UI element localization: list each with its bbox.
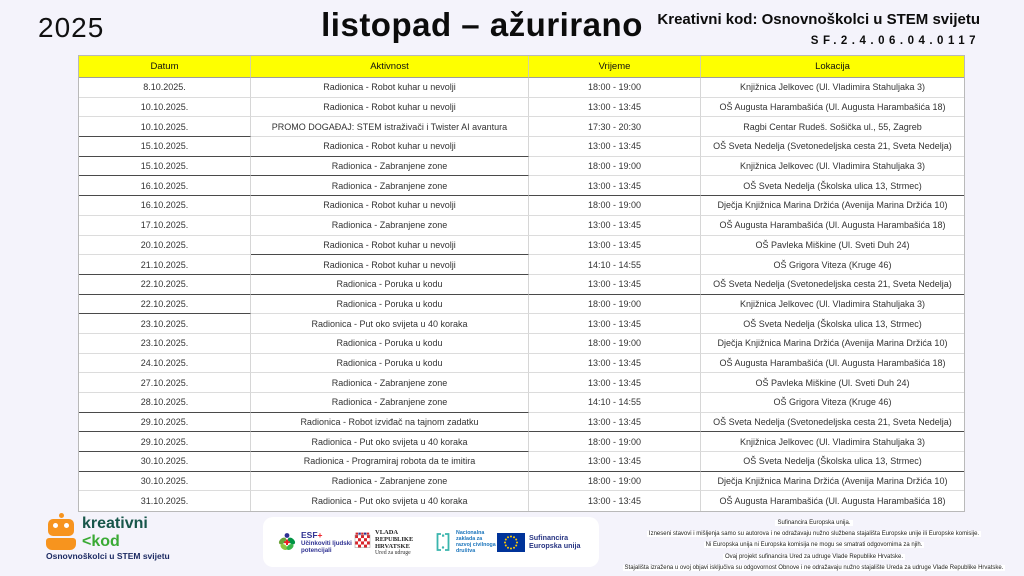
cell-datum: 30.10.2025. [79,472,251,492]
cell-vrijeme: 13:00 - 13:45 [529,413,701,433]
table-row [79,432,964,452]
robot-eye-icon [64,523,69,528]
eu-flag-icon [497,533,525,552]
cell-aktivnost: Radionica - Poruka u kodu [251,275,529,295]
table-row [79,98,964,118]
table-row [79,236,964,256]
esf-logo [277,530,353,554]
cell-lokacija: Dječja Knjižnica Marina Držića (Avenija Marina Držića 10) [701,472,964,492]
robot-eye-icon [53,523,58,528]
column-header-vrijeme: Vrijeme [529,56,701,78]
cell-aktivnost: Radionica - Robot kuhar u nevolji [251,196,529,216]
cell-vrijeme: 17:30 - 20:30 [529,117,701,137]
funding-logos-bar [263,517,599,567]
cell-datum: 21.10.2025. [79,255,251,275]
table-row [79,393,964,413]
cell-datum: 15.10.2025. [79,157,251,177]
disclaimer-line: Ovaj projekt sufinancira Ured za udruge Vlade Republike Hrvatske. [724,553,904,560]
cell-aktivnost: Radionica - Robot izviđač na tajnom zadatku [251,413,529,433]
cell-aktivnost: Radionica - Zabranjene zone [251,216,529,236]
vlada-subtitle: Ured za udruge [375,549,411,556]
cell-aktivnost: Radionica - Robot kuhar u nevolji [251,78,529,98]
cell-vrijeme: 13:00 - 13:45 [529,216,701,236]
cell-aktivnost: PROMO DOGAĐAJ: STEM istraživači i Twister AI avantura [251,117,529,137]
cell-lokacija: Ragbi Centar Rudeš. Sošička ul., 55, Zagreb [701,117,964,137]
table-row [79,314,964,334]
cell-datum: 29.10.2025. [79,432,251,452]
schedule-table [78,55,965,512]
table-row [79,472,964,492]
cell-aktivnost: Radionica - Robot kuhar u nevolji [251,98,529,118]
cell-vrijeme: 13:00 - 13:45 [529,354,701,374]
page-title: listopad – ažurirano [321,6,643,43]
zaklada-label: Nacionalna zaklada za razvoj civilnoga društva [456,530,496,554]
cell-lokacija: Knjižnica Jelkovec (Ul. Vladimira Stahuljaka 3) [701,295,964,315]
robot-icon [46,513,76,550]
cell-datum: 31.10.2025. [79,491,251,511]
eu-label: Sufinancira Europska unija [529,533,581,550]
cell-vrijeme: 13:00 - 13:45 [529,491,701,511]
cell-lokacija: OŠ Grigora Viteza (Kruge 46) [701,393,964,413]
cell-datum: 16.10.2025. [79,176,251,196]
column-header-datum: Datum [79,56,251,78]
cell-vrijeme: 18:00 - 19:00 [529,472,701,492]
cell-lokacija: OŠ Augusta Harambašića (Ul. Augusta Harambašića 18) [701,98,964,118]
table-row [79,373,964,393]
cell-aktivnost: Radionica - Robot kuhar u nevolji [251,137,529,157]
cell-lokacija: OŠ Augusta Harambašića (Ul. Augusta Harambašića 18) [719,496,946,507]
cell-aktivnost: Radionica - Put oko svijeta u 40 koraka [251,314,529,334]
table-row [79,491,964,511]
cell-vrijeme: 14:10 - 14:55 [529,393,701,413]
cell-datum: 27.10.2025. [79,373,251,393]
table-row [79,176,964,196]
table-row [79,196,964,216]
cell-lokacija: Knjižnica Jelkovec (Ul. Vladimira Stahuljaka 3) [701,432,964,452]
cell-lokacija: OŠ Sveta Nedelja (Školska ulica 13, Strmec) [701,452,964,472]
disclaimer-line: Sufinancira Europska unija. [777,520,851,526]
cell-datum: 22.10.2025. [79,295,251,315]
cell-datum: 20.10.2025. [79,236,251,256]
cell-datum: 28.10.2025. [79,393,251,413]
cell-aktivnost: Radionica - Robot kuhar u nevolji [251,236,529,256]
cell-lokacija: Dječja Knjižnica Marina Držića (Avenija Marina Držića 10) [701,196,964,216]
cell-lokacija: OŠ Augusta Harambašića (Ul. Augusta Harambašića 18) [701,216,964,236]
cell-lokacija: Knjižnica Jelkovec (Ul. Vladimira Stahuljaka 3) [701,78,964,98]
table-header-row [79,56,964,78]
cell-vrijeme: 18:00 - 19:00 [529,432,701,452]
robot-antenna-icon [59,513,64,518]
table-row [79,157,964,177]
vlada-logo [354,529,433,556]
cell-datum: 29.10.2025. [79,413,251,433]
project-title: Kreativni kod: Osnovnoškolci u STEM svijetu [657,11,980,28]
disclaimer-line: Stajališta izražena u ovoj objavi isključiva su odgovornost Obnove i ne odražavaju nužno stajalište Ureda za udruge Vlade Republike Hrvatske. [624,564,1004,571]
table-row [79,334,964,354]
cell-vrijeme: 13:00 - 13:45 [529,137,701,157]
cell-aktivnost: Radionica - Poruka u kodu [251,334,529,354]
robot-head-icon [48,519,74,536]
cell-aktivnost: Radionica - Put oko svijeta u 40 koraka [251,432,529,452]
cell-datum: 8.10.2025. [79,78,251,98]
table-row [79,78,964,98]
cell-aktivnost: Radionica - Zabranjene zone [251,373,529,393]
cell-aktivnost: Radionica - Poruka u kodu [251,295,529,315]
column-header-lokacija: Lokacija [701,56,964,78]
cell-vrijeme: 14:10 - 14:55 [529,255,701,275]
cell-datum: 17.10.2025. [79,216,251,236]
cell-vrijeme: 13:00 - 13:45 [529,98,701,118]
table-row [79,413,964,433]
cell-aktivnost: Radionica - Poruka u kodu [251,354,529,374]
cell-datum: 10.10.2025. [79,117,251,137]
table-row [79,354,964,374]
cell-datum: 24.10.2025. [79,354,251,374]
cell-lokacija: OŠ Sveta Nedelja (Svetonedeljska cesta 21, Sveta Nedelja) [701,137,964,157]
year-label: 2025 [38,12,105,43]
esf-plus: + [317,530,323,540]
cell-aktivnost: Radionica - Put oko svijeta u 40 koraka [251,491,529,511]
cell-vrijeme: 13:00 - 13:45 [529,314,701,334]
cell-vrijeme: 18:00 - 19:00 [529,334,701,354]
cell-aktivnost: Radionica - Zabranjene zone [251,472,529,492]
cell-lokacija: OŠ Grigora Viteza (Kruge 46) [701,255,964,275]
cell-lokacija: OŠ Pavleka Miškine (Ul. Sveti Duh 24) [701,236,964,256]
cell-aktivnost: Radionica - Zabranjene zone [251,393,529,413]
disclaimer [606,516,1022,572]
zaklada-logo [434,530,496,554]
brand-subtitle: Osnovnoškolci u STEM svijetu [46,551,170,561]
brand-name-kreativni: kreativni [82,515,148,532]
cell-datum: 10.10.2025. [79,98,251,118]
cell-vrijeme: 18:00 - 19:00 [529,78,701,98]
cell-lokacija: OŠ Sveta Nedelja (Svetonedeljska cesta 21, Sveta Nedelja) [701,275,964,295]
table-row [79,295,964,315]
eu-logo [497,533,585,552]
esf-flower-icon [277,531,297,553]
table-row [79,275,964,295]
cell-lokacija: Knjižnica Jelkovec (Ul. Vladimira Stahuljaka 3) [701,157,964,177]
table-body [79,78,964,511]
table-row [79,117,964,137]
table-row [79,452,964,472]
esf-subtitle: Učinkoviti ljudski potencijali [301,540,352,554]
cell-datum: 23.10.2025. [79,334,251,354]
table-row [79,216,964,236]
column-header-aktivnost: Aktivnost [251,56,529,78]
table-row [79,255,964,275]
brand-name-kod: <kod [82,533,120,550]
cell-aktivnost: Radionica - Robot kuhar u nevolji [251,255,529,275]
cell-lokacija: OŠ Sveta Nedelja (Školska ulica 13, Strmec) [701,314,964,334]
cell-datum: 23.10.2025. [79,314,251,334]
robot-body-icon [46,538,76,550]
cell-vrijeme: 18:00 - 19:00 [529,295,701,315]
cell-aktivnost: Radionica - Zabranjene zone [251,157,529,177]
cell-datum: 22.10.2025. [79,275,251,295]
cell-vrijeme: 18:00 - 19:00 [529,196,701,216]
cell-lokacija: OŠ Pavleka Miškine (Ul. Sveti Duh 24) [701,373,964,393]
croatian-coat-of-arms-icon [354,532,371,552]
cell-datum: 30.10.2025. [79,452,251,472]
cell-vrijeme: 13:00 - 13:45 [529,373,701,393]
cell-lokacija: OŠ Sveta Nedelja (Školska ulica 13, Strmec) [701,176,964,196]
cell-lokacija: Dječja Knjižnica Marina Držića (Avenija Marina Držića 10) [701,334,964,354]
cell-aktivnost: Radionica - Programiraj robota da te imitira [251,452,529,472]
cell-lokacija: OŠ Augusta Harambašića (Ul. Augusta Harambašića 18) [701,354,964,374]
cell-lokacija: OŠ Sveta Nedelja (Svetonedeljska cesta 21, Sveta Nedelja) [701,413,964,433]
table-row [79,137,964,157]
disclaimer-line: Ni Europska unija ni Europska komisija ne mogu se smatrati odgovornima za njih. [705,542,923,549]
cell-vrijeme: 13:00 - 13:45 [529,236,701,256]
project-code: SF.2.4.06.04.0117 [810,35,980,47]
cell-aktivnost: Radionica - Zabranjene zone [251,176,529,196]
cell-vrijeme: 13:00 - 13:45 [529,176,701,196]
disclaimer-line: Izneseni stavovi i mišljenja samo su autorova i ne odražavaju nužno službena stajališta Europske unije ili Europske komisije. [648,531,980,538]
esf-title: ESF [301,530,318,540]
vlada-title: VLADA REPUBLIKE HRVATSKE [375,528,414,550]
cell-vrijeme: 13:00 - 13:45 [529,452,701,472]
cell-vrijeme: 18:00 - 19:00 [529,157,701,177]
cell-vrijeme: 13:00 - 13:45 [529,275,701,295]
cell-datum: 15.10.2025. [79,137,251,157]
cell-datum: 16.10.2025. [79,196,251,216]
brackets-icon [434,532,452,552]
